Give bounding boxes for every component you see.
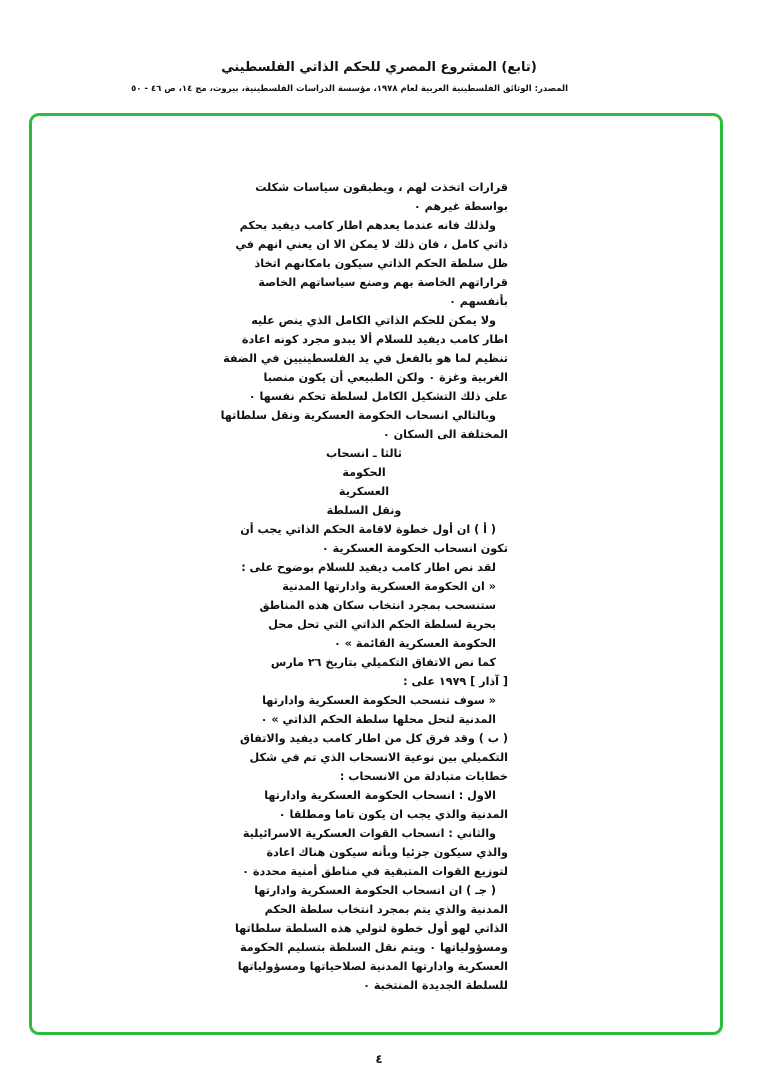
text-line: للسلطة الجديدة المنتخبة ٠: [363, 979, 508, 992]
text-line: الاول : انسحاب الحكومة العسكرية وادارتها: [264, 789, 496, 802]
quote-line: الحكومة العسكرية القائمة » ٠: [334, 637, 496, 650]
text-line: لتوزيع القوات المتبقية في مناطق أمنية محددة ٠: [242, 865, 508, 878]
section-heading: ثالثا ـ انسحاب: [326, 447, 402, 460]
quote-line: بحرية لسلطة الحكم الذاتي التي تحل محل: [268, 618, 496, 631]
text-line: والذي سيكون جزئيا وبأنه سيكون هناك اعادة: [266, 846, 508, 859]
section-heading: الحكومة: [342, 466, 386, 479]
text-line: تنظيم لما هو بالفعل في يد الفلسطينيين في الضفة: [223, 352, 508, 365]
text-line: بواسطة غيرهم ٠: [413, 200, 508, 213]
text-line: ( ب ) وقد فرق كل من اطار كامب ديفيد والاتفاق: [239, 732, 508, 745]
document-title: (تابع) المشروع المصري للحكم الذاتي الفلسطيني: [221, 60, 537, 75]
text-line: ذاتي كامل ، فان ذلك لا يمكن الا ان يعني انهم في: [235, 238, 508, 251]
quote-line: « سوف تنسحب الحكومة العسكرية وادارتها: [262, 694, 496, 707]
section-heading: ونقل السلطة: [326, 504, 402, 517]
text-line: العسكرية وادارتها المدنية لصلاحياتها ومسؤولياتها: [237, 960, 508, 973]
text-line: [ آذار ] ١٩٧٩ على :: [403, 675, 508, 688]
text-line: بأنفسهم ٠: [449, 295, 508, 308]
text-line: ولا يمكن للحكم الذاتي الكامل الذي ينص عليه: [251, 314, 496, 327]
text-line: ظل سلطة الحكم الذاتي سيكون بامكانهم اتخاذ: [254, 257, 508, 270]
text-line: التكميلي بين نوعية الانسحاب الذي تم في شكل: [249, 751, 508, 764]
text-line: والثاني : انسحاب القوات العسكرية الاسرائيلية: [242, 827, 496, 840]
text-line: اطار كامب ديفيد للسلام ألا يبدو مجرد كونه اعادة: [241, 333, 508, 346]
text-line: المدنية والذي يجب ان يكون تاما ومطلقا ٠: [278, 808, 508, 821]
document-source: المصدر: الوثائق الفلسطينية العربية لعام ١٩٧٨، مؤسسة الدراسات الفلسطينية، بيروت، مج ١٤، ص ٤٦ - ٥٠: [131, 84, 568, 94]
text-line: تكون انسحاب الحكومة العسكرية ٠: [321, 542, 508, 555]
text-line: كما نص الاتفاق التكميلي بتاريخ ٢٦ مارس: [270, 656, 496, 669]
text-line: الغربية وغزة ٠ ولكن الطبيعي أن يكون منصبا: [263, 371, 508, 384]
text-line: ( أ ) ان أول خطوة لاقامة الحكم الذاتي يجب أن: [240, 523, 496, 536]
text-line: ( جـ ) ان انسحاب الحكومة العسكرية وادارتها: [254, 884, 496, 897]
text-line: لقد نص اطار كامب ديفيد للسلام بوضوح على :: [241, 561, 496, 574]
quote-line: المدنية لتحل محلها سلطة الحكم الذاتي » ٠: [260, 713, 496, 726]
quote-line: « ان الحكومة العسكرية وادارتها المدنية: [282, 580, 496, 593]
page-number: ٤: [375, 1052, 383, 1066]
text-line: قراراتهم الخاصة بهم وصنع سياساتهم الخاصة: [258, 276, 508, 289]
text-line: قرارات اتخذت لهم ، ويطبقون سياسات شكلت: [255, 181, 508, 194]
text-line: على ذلك التشكيل الكامل لسلطة تحكم نفسها ٠: [248, 390, 508, 403]
text-line: ومسؤولياتها ٠ ويتم نقل السلطة بتسليم الحكومة: [240, 941, 508, 954]
text-line: المدنية والذي يتم بمجرد انتخاب سلطة الحكم: [264, 903, 508, 916]
text-line: ولذلك فانه عندما يعدهم اطار كامب ديفيد بحكم: [239, 219, 496, 232]
text-line: الذاتي لهو أول خطوة لتولي هذه السلطة سلطاتها: [234, 922, 508, 935]
section-heading: العسكرية: [338, 485, 390, 498]
text-line: وبالتالي انسحاب الحكومة العسكرية ونقل سلطاتها: [220, 409, 496, 422]
text-line: خطابات متبادلة من الانسحاب :: [339, 770, 508, 783]
document-body: [220, 178, 508, 995]
quote-line: ستنسحب بمجرد انتخاب سكان هذه المناطق: [259, 599, 496, 612]
text-line: المختلفة الى السكان ٠: [382, 428, 508, 441]
